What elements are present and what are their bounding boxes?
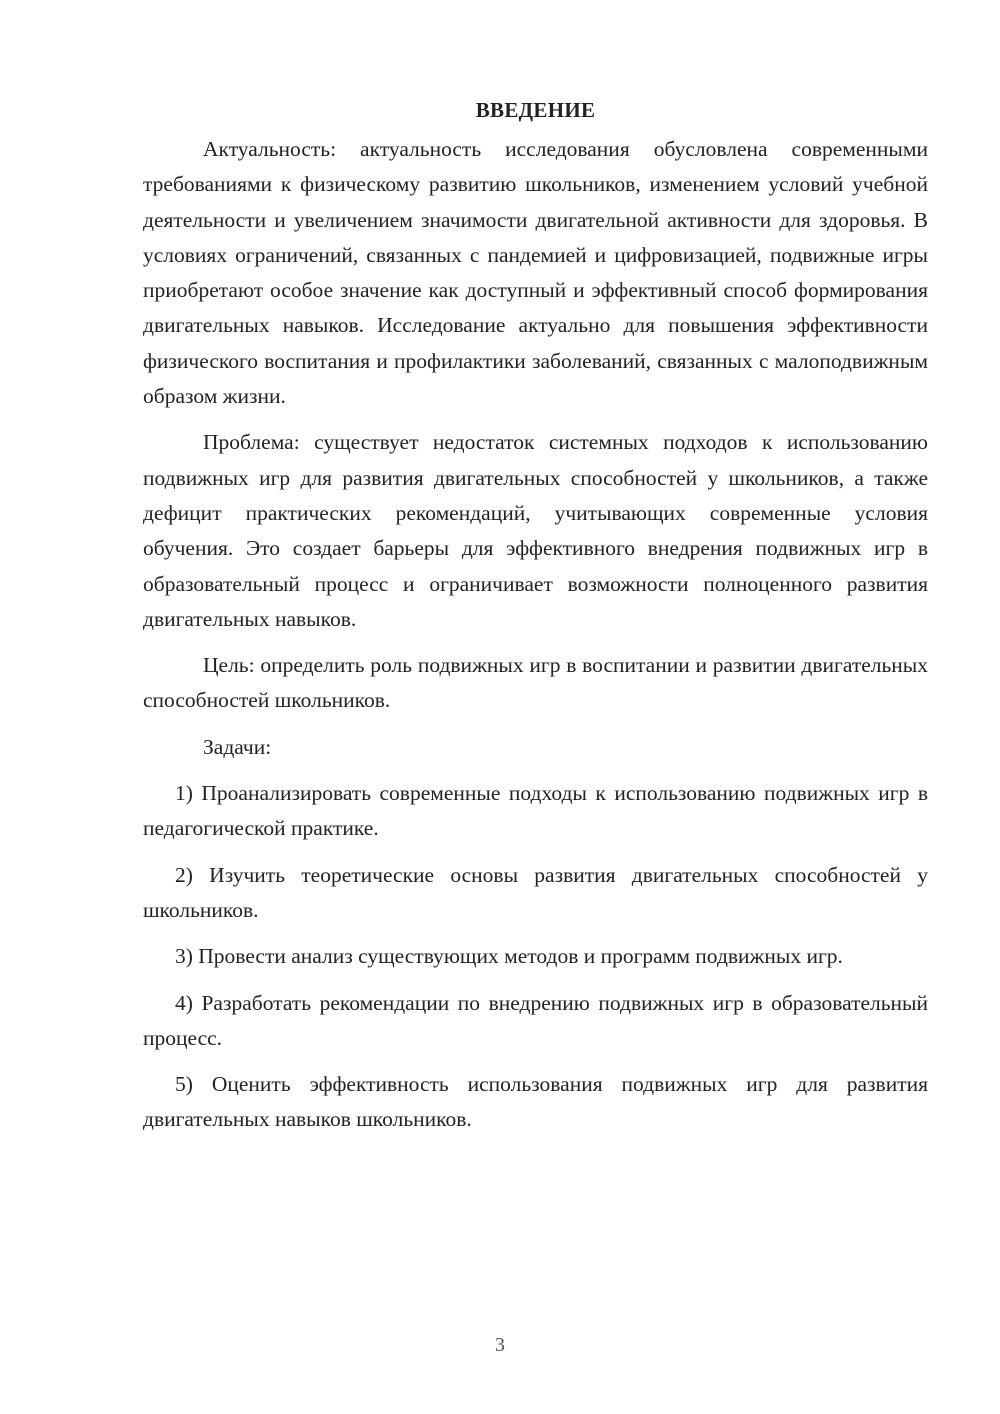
task-item: 2) Изучить теоретические основы развития двигательных способностей у школьников. bbox=[143, 862, 928, 922]
goal-paragraph: Цель: определить роль подвижных игр в воспитании и развитии двигательных способностей школьников. bbox=[143, 653, 928, 713]
page-number: 3 bbox=[495, 1334, 505, 1356]
tasks-heading: Задачи: bbox=[203, 734, 272, 759]
document-page bbox=[143, 96, 928, 1138]
task-item: 3) Провести анализ существующих методов и программ подвижных игр. bbox=[175, 944, 843, 969]
section-title: ВВЕДЕНИЕ bbox=[475, 98, 596, 122]
relevance-paragraph: Актуальность: актуальность исследования обусловлена современными требованиями к физическому развитию школьников, изменением условий учебной деятельности и увеличением значимости двигательной активности для здоровья. В условиях ограничений, связанных с пандемией и цифровизацией, подвижные игры приобретают особое значение как доступный и эффективный способ формирования двигательных навыков. Исследование актуально для повышения эффективности физического воспитания и профилактики заболеваний, связанных с малоподвижным образом жизни. bbox=[143, 137, 928, 409]
tasks-list bbox=[143, 776, 928, 1138]
task-item: 1) Проанализировать современные подходы к использованию подвижных игр в педагогической практике. bbox=[143, 781, 928, 841]
problem-paragraph: Проблема: существует недостаток системных подходов к использованию подвижных игр для развития двигательных способностей у школьников, а также дефицит практических рекомендаций, учитывающих современные условия обучения. Это создает барьеры для эффективного внедрения подвижных игр в образовательный процесс и ограничивает возможности полноценного развития двигательных навыков. bbox=[143, 430, 928, 631]
task-item: 4) Разработать рекомендации по внедрению подвижных игр в образовательный процесс. bbox=[143, 990, 928, 1050]
task-item: 5) Оценить эффективность использования подвижных игр для развития двигательных навыков школьников. bbox=[143, 1072, 928, 1132]
